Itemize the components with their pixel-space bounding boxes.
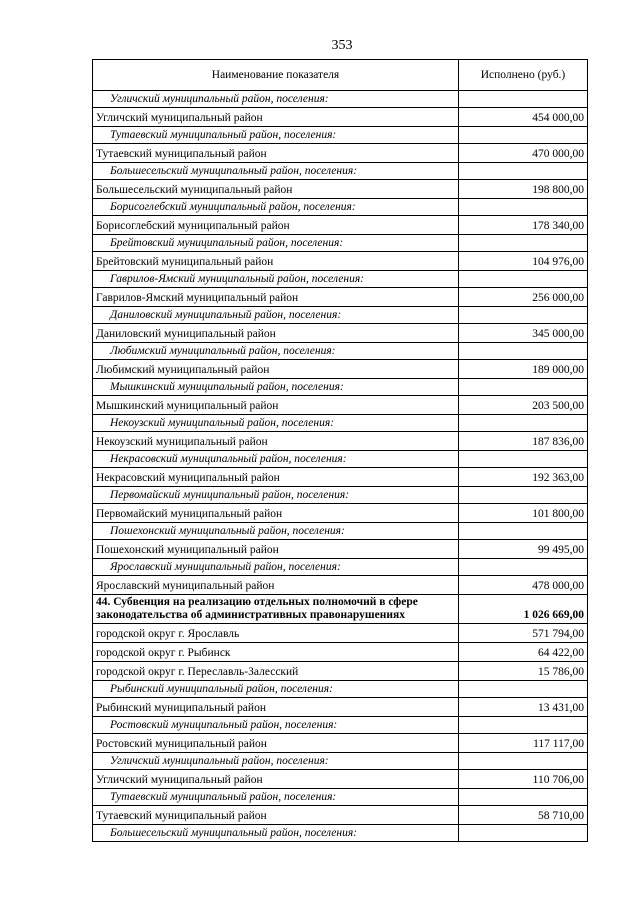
subheading-row — [93, 681, 588, 698]
row-value-cell: 203 500,00 — [459, 396, 588, 415]
row-value-cell: 64 422,00 — [459, 643, 588, 662]
subheading-row — [93, 343, 588, 360]
row-value-cell: 256 000,00 — [459, 288, 588, 307]
table-row — [93, 324, 588, 343]
column-header-value: Исполнено (руб.) — [459, 60, 588, 91]
row-name-cell: 44. Субвенция на реализацию отдельных полномочий в сфере законодательства об административных правонарушениях — [93, 595, 459, 624]
table-row — [93, 360, 588, 379]
row-value-cell: 478 000,00 — [459, 576, 588, 595]
subheading-row — [93, 307, 588, 324]
row-value-cell — [459, 163, 588, 180]
row-value-cell — [459, 415, 588, 432]
table-row — [93, 144, 588, 163]
subheading-row — [93, 415, 588, 432]
row-value-cell: 192 363,00 — [459, 468, 588, 487]
subheading-row — [93, 753, 588, 770]
row-name-cell: Большесельский муниципальный район, поселения: — [93, 163, 459, 180]
row-value-cell: 117 117,00 — [459, 734, 588, 753]
table-row — [93, 432, 588, 451]
row-value-cell — [459, 523, 588, 540]
table-row — [93, 504, 588, 523]
row-name-cell: Рыбинский муниципальный район — [93, 698, 459, 717]
row-value-cell — [459, 681, 588, 698]
table-row — [93, 734, 588, 753]
row-name-cell: Гаврилов-Ямский муниципальный район — [93, 288, 459, 307]
row-value-cell: 187 836,00 — [459, 432, 588, 451]
row-value-cell — [459, 379, 588, 396]
row-name-cell: Брейтовский муниципальный район, поселения: — [93, 235, 459, 252]
row-value-cell — [459, 343, 588, 360]
subheading-row — [93, 523, 588, 540]
table-row — [93, 576, 588, 595]
row-value-cell — [459, 487, 588, 504]
table-row — [93, 180, 588, 199]
row-name-cell: городской округ г. Переславль-Залесский — [93, 662, 459, 681]
row-name-cell: Угличский муниципальный район, поселения: — [93, 91, 459, 108]
row-value-cell: 13 431,00 — [459, 698, 588, 717]
row-value-cell: 454 000,00 — [459, 108, 588, 127]
row-name-cell: Гаврилов-Ямский муниципальный район, поселения: — [93, 271, 459, 288]
row-value-cell: 58 710,00 — [459, 806, 588, 825]
row-name-cell: городской округ г. Рыбинск — [93, 643, 459, 662]
row-name-cell: Пошехонский муниципальный район, поселения: — [93, 523, 459, 540]
subheading-row — [93, 127, 588, 144]
row-value-cell: 1 026 669,00 — [459, 595, 588, 624]
subheading-row — [93, 825, 588, 842]
row-name-cell: Некрасовский муниципальный район, поселения: — [93, 451, 459, 468]
row-name-cell: Рыбинский муниципальный район, поселения: — [93, 681, 459, 698]
subheading-row — [93, 717, 588, 734]
row-name-cell: городской округ г. Ярославль — [93, 624, 459, 643]
section-row — [93, 595, 588, 624]
row-name-cell: Пошехонский муниципальный район — [93, 540, 459, 559]
row-value-cell — [459, 559, 588, 576]
row-name-cell: Некоузский муниципальный район, поселения: — [93, 415, 459, 432]
page-number: 353 — [331, 38, 353, 53]
row-value-cell — [459, 753, 588, 770]
row-value-cell — [459, 127, 588, 144]
subheading-row — [93, 163, 588, 180]
row-name-cell: Ростовский муниципальный район — [93, 734, 459, 753]
row-value-cell — [459, 307, 588, 324]
row-name-cell: Тутаевский муниципальный район — [93, 144, 459, 163]
row-value-cell — [459, 451, 588, 468]
table-row — [93, 216, 588, 235]
row-value-cell: 345 000,00 — [459, 324, 588, 343]
row-name-cell: Ярославский муниципальный район — [93, 576, 459, 595]
subheading-row — [93, 487, 588, 504]
row-name-cell: Ростовский муниципальный район, поселения: — [93, 717, 459, 734]
row-name-cell: Даниловский муниципальный район — [93, 324, 459, 343]
subheading-row — [93, 379, 588, 396]
row-name-cell: Первомайский муниципальный район — [93, 504, 459, 523]
row-name-cell: Большесельский муниципальный район, поселения: — [93, 825, 459, 842]
row-name-cell: Брейтовский муниципальный район — [93, 252, 459, 271]
row-name-cell: Мышкинский муниципальный район, поселения: — [93, 379, 459, 396]
row-name-cell: Борисоглебский муниципальный район, поселения: — [93, 199, 459, 216]
row-value-cell — [459, 789, 588, 806]
table-row — [93, 624, 588, 643]
subheading-row — [93, 559, 588, 576]
row-value-cell — [459, 91, 588, 108]
table-row — [93, 468, 588, 487]
row-value-cell: 470 000,00 — [459, 144, 588, 163]
row-value-cell: 178 340,00 — [459, 216, 588, 235]
table-row — [93, 770, 588, 789]
table-row — [93, 806, 588, 825]
row-name-cell: Ярославский муниципальный район, поселения: — [93, 559, 459, 576]
row-value-cell: 101 800,00 — [459, 504, 588, 523]
row-name-cell: Первомайский муниципальный район, поселения: — [93, 487, 459, 504]
row-name-cell: Тутаевский муниципальный район, поселения: — [93, 789, 459, 806]
subheading-row — [93, 91, 588, 108]
row-value-cell — [459, 717, 588, 734]
table-row — [93, 108, 588, 127]
subheading-row — [93, 271, 588, 288]
row-name-cell: Любимский муниципальный район, поселения: — [93, 343, 459, 360]
row-name-cell: Тутаевский муниципальный район — [93, 806, 459, 825]
row-value-cell: 99 495,00 — [459, 540, 588, 559]
row-name-cell: Угличский муниципальный район — [93, 770, 459, 789]
row-value-cell: 198 800,00 — [459, 180, 588, 199]
row-value-cell: 104 976,00 — [459, 252, 588, 271]
table-row — [93, 662, 588, 681]
subheading-row — [93, 199, 588, 216]
row-name-cell: Мышкинский муниципальный район — [93, 396, 459, 415]
row-value-cell: 189 000,00 — [459, 360, 588, 379]
table-row — [93, 540, 588, 559]
table-header-row — [93, 60, 588, 91]
row-name-cell: Большесельский муниципальный район — [93, 180, 459, 199]
report-table — [92, 59, 588, 842]
row-value-cell: 110 706,00 — [459, 770, 588, 789]
subheading-row — [93, 789, 588, 806]
row-name-cell: Угличский муниципальный район, поселения: — [93, 753, 459, 770]
table-body — [93, 91, 588, 842]
row-value-cell — [459, 825, 588, 842]
subheading-row — [93, 235, 588, 252]
table-row — [93, 252, 588, 271]
row-name-cell: Некрасовский муниципальный район — [93, 468, 459, 487]
table-row — [93, 396, 588, 415]
table-row — [93, 698, 588, 717]
table-row — [93, 288, 588, 307]
row-name-cell: Некоузский муниципальный район — [93, 432, 459, 451]
row-name-cell: Угличский муниципальный район — [93, 108, 459, 127]
row-value-cell: 571 794,00 — [459, 624, 588, 643]
row-value-cell — [459, 199, 588, 216]
table-row — [93, 643, 588, 662]
row-name-cell: Тутаевский муниципальный район, поселения: — [93, 127, 459, 144]
row-name-cell: Любимский муниципальный район — [93, 360, 459, 379]
row-value-cell — [459, 235, 588, 252]
subheading-row — [93, 451, 588, 468]
row-name-cell: Даниловский муниципальный район, поселения: — [93, 307, 459, 324]
column-header-name: Наименование показателя — [93, 60, 459, 91]
row-value-cell: 15 786,00 — [459, 662, 588, 681]
row-name-cell: Борисоглебский муниципальный район — [93, 216, 459, 235]
row-value-cell — [459, 271, 588, 288]
